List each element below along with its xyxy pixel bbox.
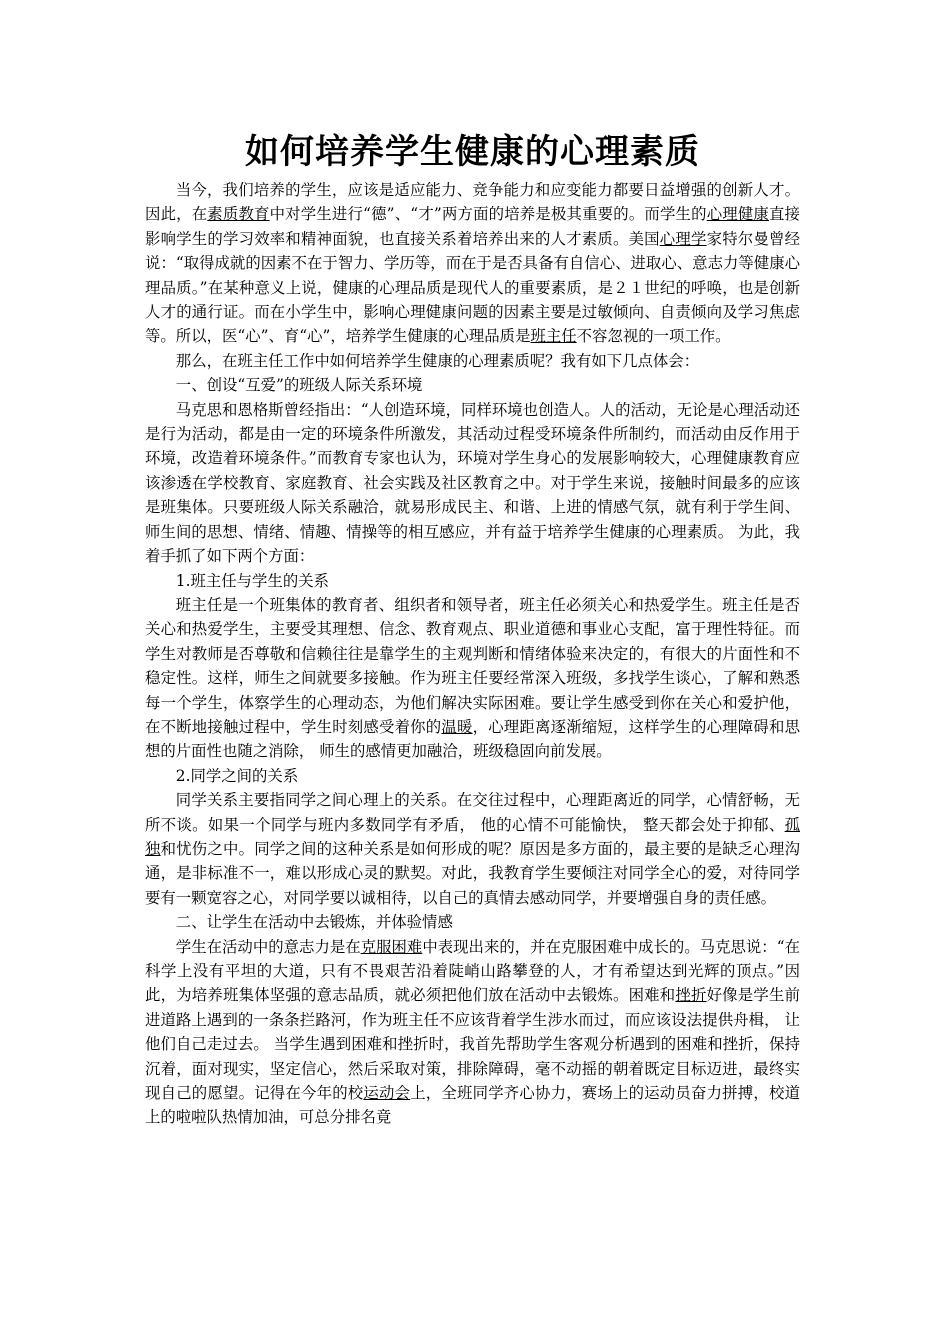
link-setback[interactable]: 挫折 (675, 986, 707, 1005)
text-run: 中表现出来的，并在克服困难中成长的。马克思说：“在科学上没有平坦的大道，只有不畏艰苦沿着陡峭山路攀登的人，才有希望达到光辉的顶点。”因此，为培养班集体坚强的意志品质，就必须把他们放在活动中去锻炼。困难和 (145, 937, 800, 1005)
subsection-heading-1: 1.班主任与学生的关系 (175, 571, 329, 590)
link-head-teacher[interactable]: 班主任 (530, 327, 577, 346)
document-title: 如何培养学生健康的心理素质 (245, 132, 700, 172)
text-run: 班主任是一个班集体的教育者、组织者和领导者，班主任必须关心和热爱学生。班主任是否关心和热爱学生，主要受其理想、信念、教育观点、职业道德和事业心支配，富于理性特征。而学生对教师是否尊敬和信赖往往是靠学生的主观判断和情绪体验来决定的，有很大的片面性和不稳定性。这样，师生之间就要多接触。作为班主任要经常深入班级，多找学生谈心，了解和熟悉每一个学生，体察学生的心理动态，为他们解决实际困难。要让学生感受到你在关心和爱护他，在不断地接触过程中，学生时刻感受着你的 (145, 595, 800, 736)
link-loneliness[interactable]: 孤独 (145, 815, 800, 858)
paragraph-intro (145, 178, 800, 349)
text-run: 家特尔曼曾经说：“取得成就的因素不在于智力、学历等，而在于是否具备有自信心、进取心、意志力等健康心理品质。”在某种意义上说，健康的心理品质是现代人的重要素质，是２１世纪的呼唤，也是创新人才的通行证。而在小学生中，影响心理健康问题的因素主要是过敏倾向、自责倾向及学习焦虑等。所以，医“心”、育“心”，培养学生健康的心理品质是 (145, 229, 800, 346)
paragraph-question: 那么，在班主任工作中如何培养学生健康的心理素质呢？我有如下几点体会： (175, 351, 700, 370)
text-run: 好像是学生前进道路上遇到的一条条拦路河，作为班主任不应该背着学生涉水而过，而应该设法提供舟楫， 让他们自己走过去。 当学生遇到困难和挫折时，我首先帮助学生客观分析遇到的困难和挫折，保持沉着，面对现实，坚定信心，然后采取对策，排除障碍，毫不动摇的朝着既定目标迈进，最终实现自己的愿望。记得在今年的校 (145, 986, 800, 1103)
link-psychology[interactable]: 心理学 (659, 229, 707, 248)
text-run: 同学关系主要指同学之间心理上的关系。在交往过程中，心理距离近的同学，心情舒畅，无所不谈。如果一个同学与班内多数同学有矛盾， 他的心情不可能愉快， 整天都会处于抑郁、 (145, 791, 800, 834)
link-mental-health[interactable]: 心理健康 (706, 205, 769, 224)
text-run: 当今，我们培养的学生，应该是适应能力、竞争能力和应变能力都要日益增强的创新人才。因此，在 (145, 181, 800, 224)
text-run: 和忧伤之中。同学之间的这种关系是如何形成的呢？原因是多方面的，最主要的是缺乏心理沟通，是非标准不一，难以形成心灵的默契。对此，我教育学生要倾注对同学全心的爱，对待同学要有一颗宽容之心，对同学要以诚相待，以自己的真情去感动同学，并要增强自身的责任感。 (145, 839, 800, 907)
link-quality-education[interactable]: 素质教育 (207, 205, 270, 224)
text-run: 上，全班同学齐心协力，赛场上的运动员奋力拼搏，校道上的啦啦队热情加油，可总分排名竟 (145, 1084, 800, 1127)
paragraph-teacher-student (145, 593, 800, 764)
section-heading-2: 二、让学生在活动中去锻炼，并体验情感 (175, 913, 453, 932)
link-sports-meet[interactable]: 运动会 (363, 1084, 411, 1103)
paragraph-activities (145, 935, 800, 1130)
text-run: ，心理距离逐渐缩短，这样学生的心理障碍和思想的片面性也随之消除， 师生的感情更加融洽，班级稳固向前发展。 (145, 717, 800, 761)
section-heading-1: 一、创设“互爱”的班级人际关系环境 (175, 376, 423, 395)
text-run: 不容忽视的一项工作。 (576, 327, 731, 346)
link-overcome-difficulty[interactable]: 克服困难 (360, 937, 423, 956)
text-run: 中对学生进行“德”、“才”两方面的培养是极其重要的。而学生的 (269, 205, 707, 224)
text-run: 直接影响学生的学习效率和精神面貌，也直接关系着培养出来的人才素质。美国 (145, 205, 800, 248)
paragraph-classmates (145, 788, 800, 910)
link-warmth[interactable]: 温暖 (441, 717, 473, 736)
subsection-heading-2: 2.同学之间的关系 (175, 766, 299, 785)
paragraph-environment: 马克思和恩格斯曾经指出：“人创造环境，同样环境也创造人。人的活动，无论是心理活动还是行为活动，都是由一定的环境条件所激发，其活动过程受环境条件所制约，而活动由反作用于环境，改造着环境条件。”而教育专家也认为，环境对学生身心的发展影响较大，心理健康教育应该渗透在学校教育、家庭教育、社会实践及社区教育之中。对于学生来说，接触时间最多的应该是班集体。只要班级人际关系融洽，就易形成民主、和谐、上进的情感气氛，就有利于学生间、师生间的思想、情绪、情趣、情操等的相互感应，并有益于培养学生健康的心理素质。 为此，我着手抓了如下两个方面： (145, 400, 800, 566)
text-run: 学生在活动中的意志力是在 (175, 937, 361, 956)
